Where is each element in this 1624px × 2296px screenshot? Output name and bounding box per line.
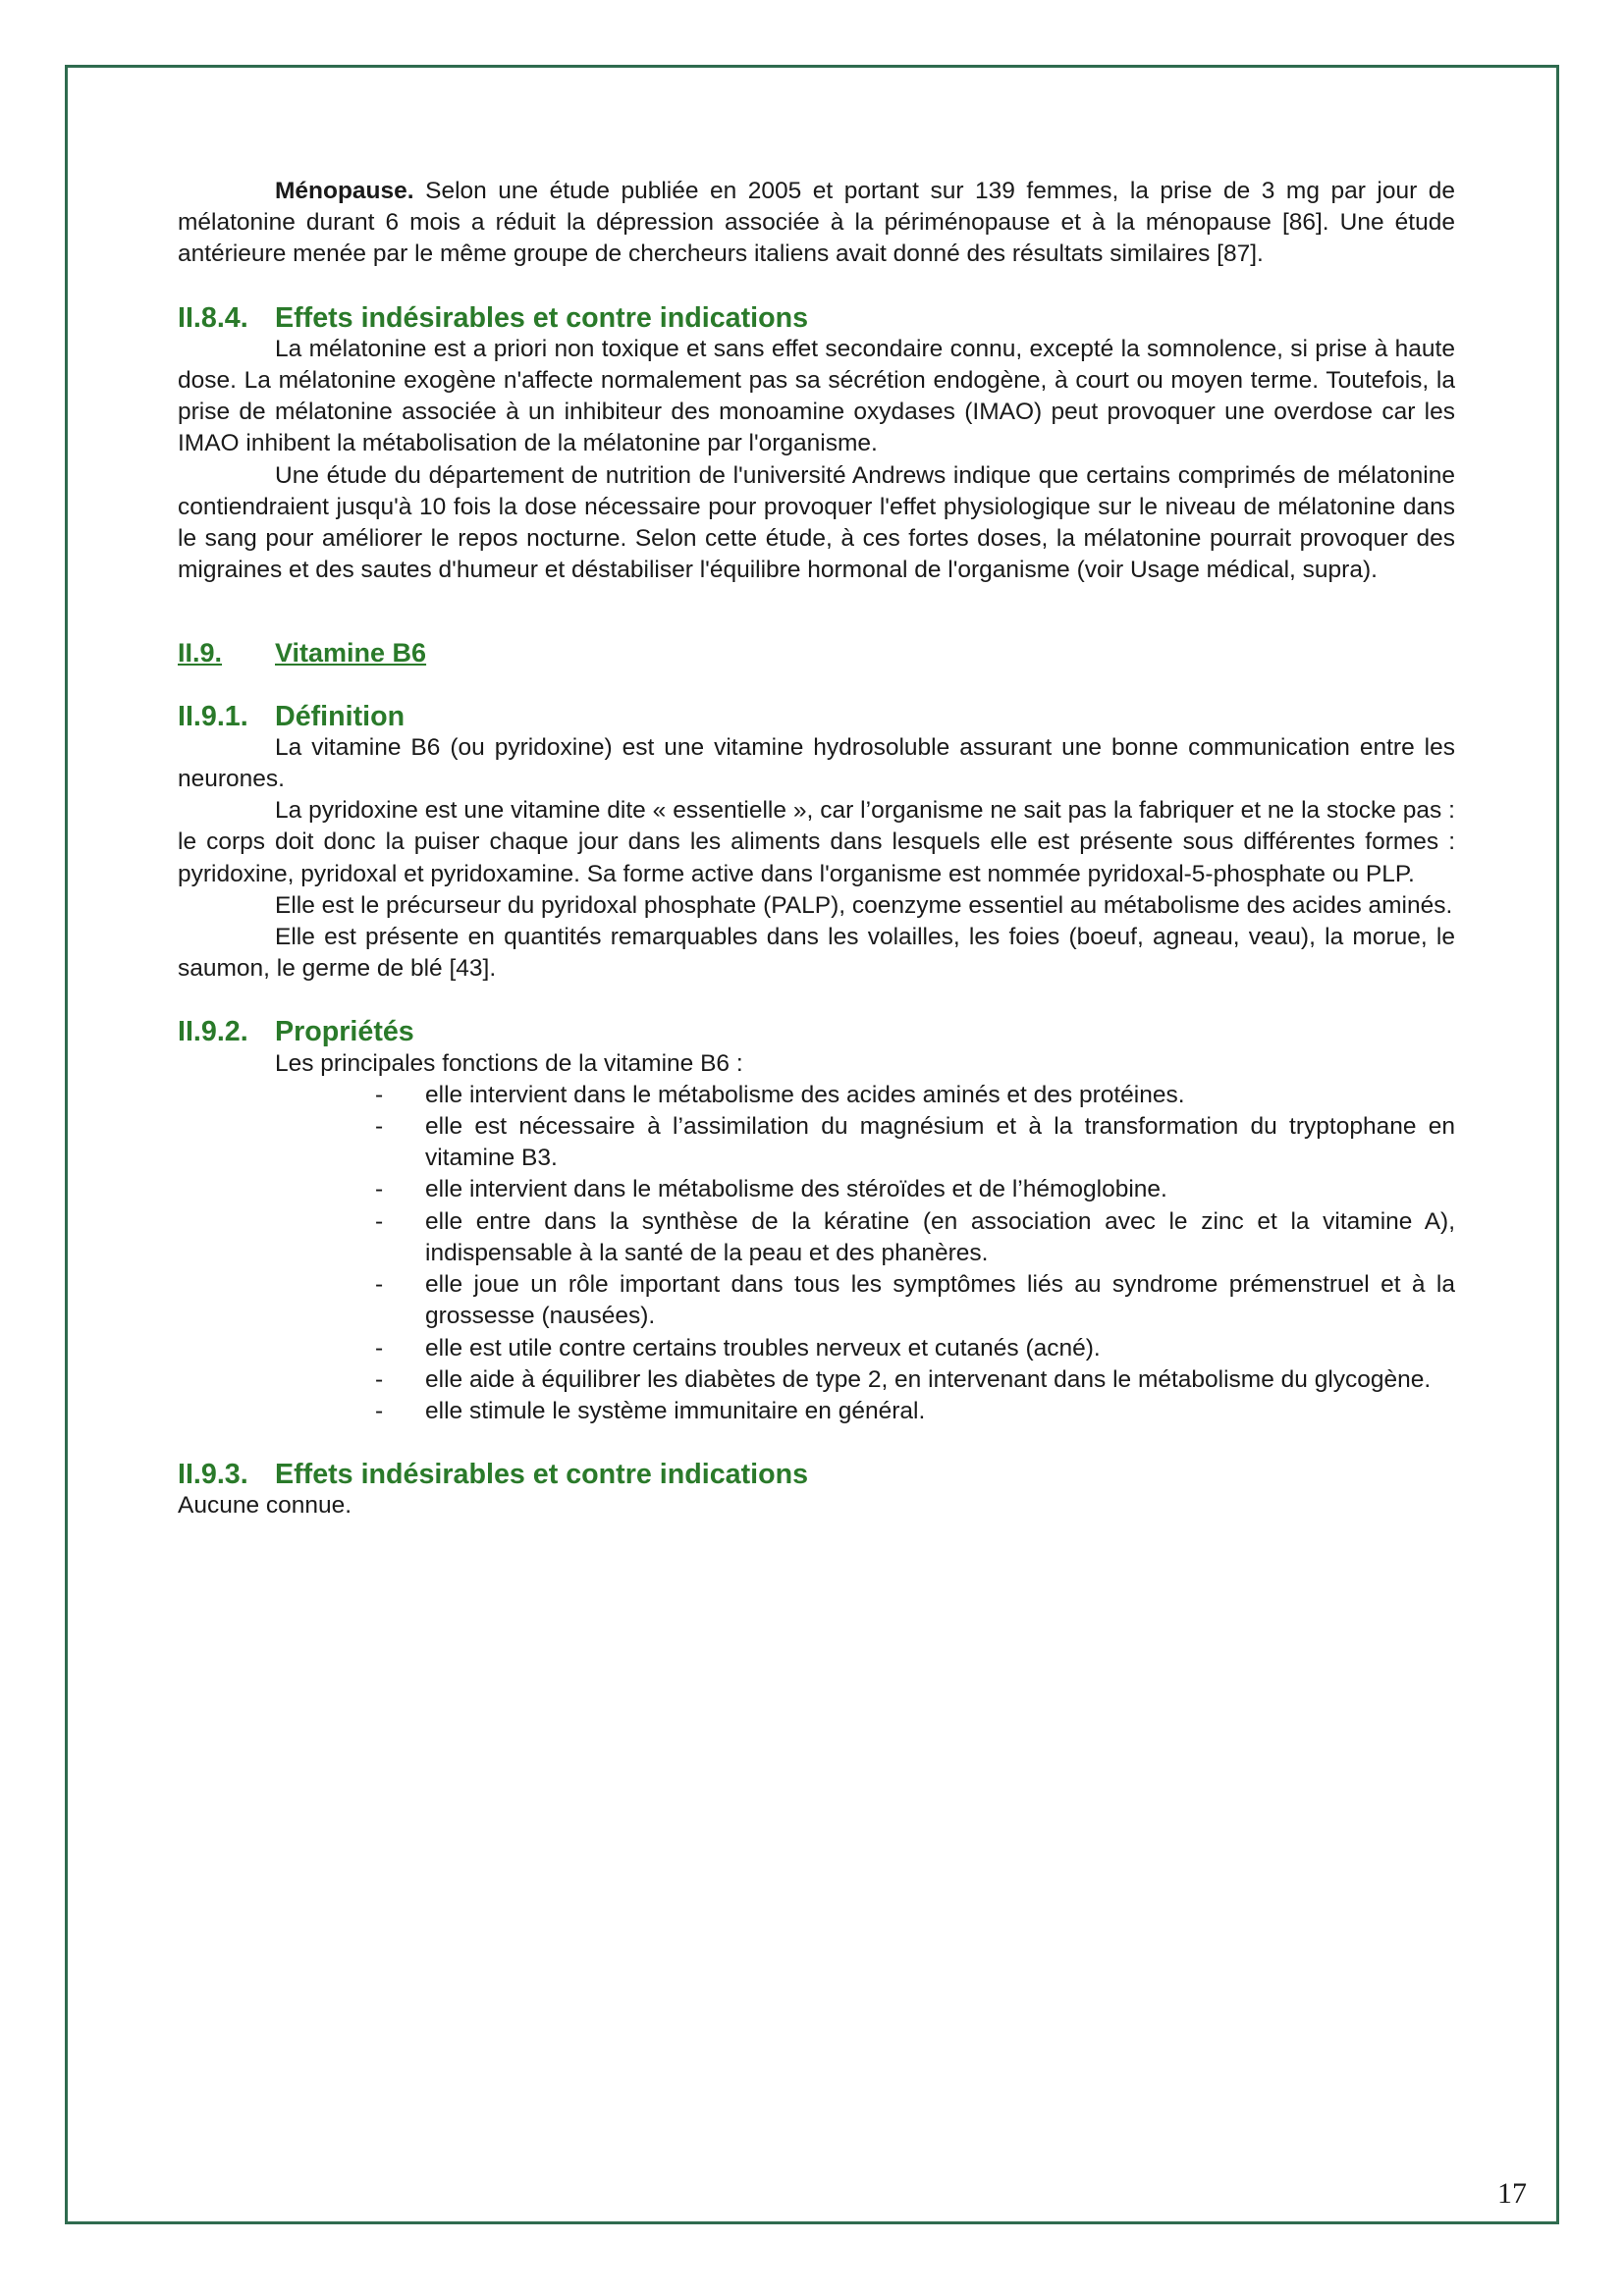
list-item: - elle est nécessaire à l’assimilation du magnésium et à la transformation du tryptophane en vitamine B3. bbox=[375, 1113, 1455, 1172]
list-item: - elle stimule le système immunitaire en général. bbox=[375, 1397, 926, 1424]
paragraph: La pyridoxine est une vitamine dite « essentielle », car l’organisme ne sait pas la fabriquer et ne la stocke pas : le corps doit donc la puiser chaque jour dans les aliments dans lesquels elle est présente sous différentes formes : pyridoxine, pyridoxal et pyridoxamine. Sa forme active dans l'organisme est nommée pyridoxal-5-phosphate ou PLP. bbox=[178, 797, 1455, 887]
section-heading-II-9-1 bbox=[178, 701, 1455, 732]
section-heading-II-9 bbox=[178, 637, 1455, 668]
menopause-text: Selon une étude publiée en 2005 et portant sur 139 femmes, la prise de 3 mg par jour de mélatonine durant 6 mois a réduit la dépression associée à la périménopause et à la ménopause [86]. Une étude antérieure menée par le même groupe de chercheurs italiens avait donné des résultats similaires [87]. bbox=[178, 178, 1455, 268]
list-item: - elle intervient dans le métabolisme des acides aminés et des protéines. bbox=[375, 1081, 1185, 1108]
section-number: II.9.2. bbox=[178, 1016, 248, 1048]
properties-list bbox=[178, 1080, 1455, 1427]
page-content bbox=[178, 176, 1455, 1522]
section-number: II.9.3. bbox=[178, 1459, 248, 1491]
section-title: Vitamine B6 bbox=[275, 638, 427, 668]
list-item: - elle intervient dans le métabolisme des stéroïdes et de l’hémoglobine. bbox=[375, 1176, 1167, 1203]
section-heading-II-9-2 bbox=[178, 1016, 1455, 1047]
list-item: - elle aide à équilibrer les diabètes de type 2, en intervenant dans le métabolisme du glycogène. bbox=[375, 1365, 1432, 1393]
list-item: - elle joue un rôle important dans tous les symptômes liés au syndrome prémenstruel et à la grossesse (nausées). bbox=[375, 1271, 1455, 1330]
paragraph: La vitamine B6 (ou pyridoxine) est une vitamine hydrosoluble assurant une bonne communication entre les neurones. bbox=[178, 733, 1455, 793]
paragraph: Aucune connue. bbox=[178, 1492, 352, 1520]
paragraph: Une étude du département de nutrition de l'université Andrews indique que certains comprimés de mélatonine contiendraient jusqu'à 10 fois la dose nécessaire pour provoquer l'effet physiologique sur le niveau de mélatonine dans le sang pour améliorer le repos nocturne. Selon cette étude, à ces fortes doses, la mélatonine pourrait provoquer des migraines et des sautes d'humeur et déstabiliser l'équilibre hormonal de l'organisme (voir Usage médical, supra). bbox=[178, 461, 1455, 584]
section-heading-II-8-4 bbox=[178, 302, 1455, 334]
section-number: II.9.1. bbox=[178, 700, 248, 732]
section-title: Propriétés bbox=[275, 1016, 414, 1048]
list-item: - elle entre dans la synthèse de la kératine (en association avec le zinc et la vitamine A), indispensable à la santé de la peau et des phanères. bbox=[375, 1207, 1455, 1266]
paragraph: Elle est le précurseur du pyridoxal phosphate (PALP), coenzyme essentiel au métabolisme des acides aminés. bbox=[275, 891, 1453, 919]
page-number: 17 bbox=[1497, 2177, 1527, 2210]
paragraph: La mélatonine est a priori non toxique et sans effet secondaire connu, excepté la somnolence, si prise à haute dose. La mélatonine exogène n'affecte normalement pas sa sécrétion endogène, à court ou moyen terme. Toutefois, la prise de mélatonine associée à un inhibiteur des monoamine oxydases (IMAO) peut provoquer une overdose car les IMAO inhibent la métabolisation de la mélatonine par l'organisme. bbox=[178, 335, 1455, 457]
menopause-lead: Ménopause. bbox=[275, 178, 414, 204]
list-intro: Les principales fonctions de la vitamine B6 : bbox=[275, 1049, 743, 1077]
section-number: II.8.4. bbox=[178, 301, 248, 334]
section-title: Effets indésirables et contre indications bbox=[275, 1459, 809, 1491]
menopause-paragraph bbox=[178, 176, 1455, 271]
section-heading-II-9-3 bbox=[178, 1459, 1455, 1490]
section-title: Effets indésirables et contre indications bbox=[275, 301, 809, 334]
list-item: - elle est utile contre certains troubles nerveux et cutanés (acné). bbox=[375, 1334, 1101, 1362]
section-number: II.9. bbox=[178, 638, 223, 668]
paragraph: Elle est présente en quantités remarquables dans les volailles, les foies (boeuf, agneau, veau), la morue, le saumon, le germe de blé [43]. bbox=[178, 924, 1455, 983]
section-title: Définition bbox=[275, 700, 406, 732]
